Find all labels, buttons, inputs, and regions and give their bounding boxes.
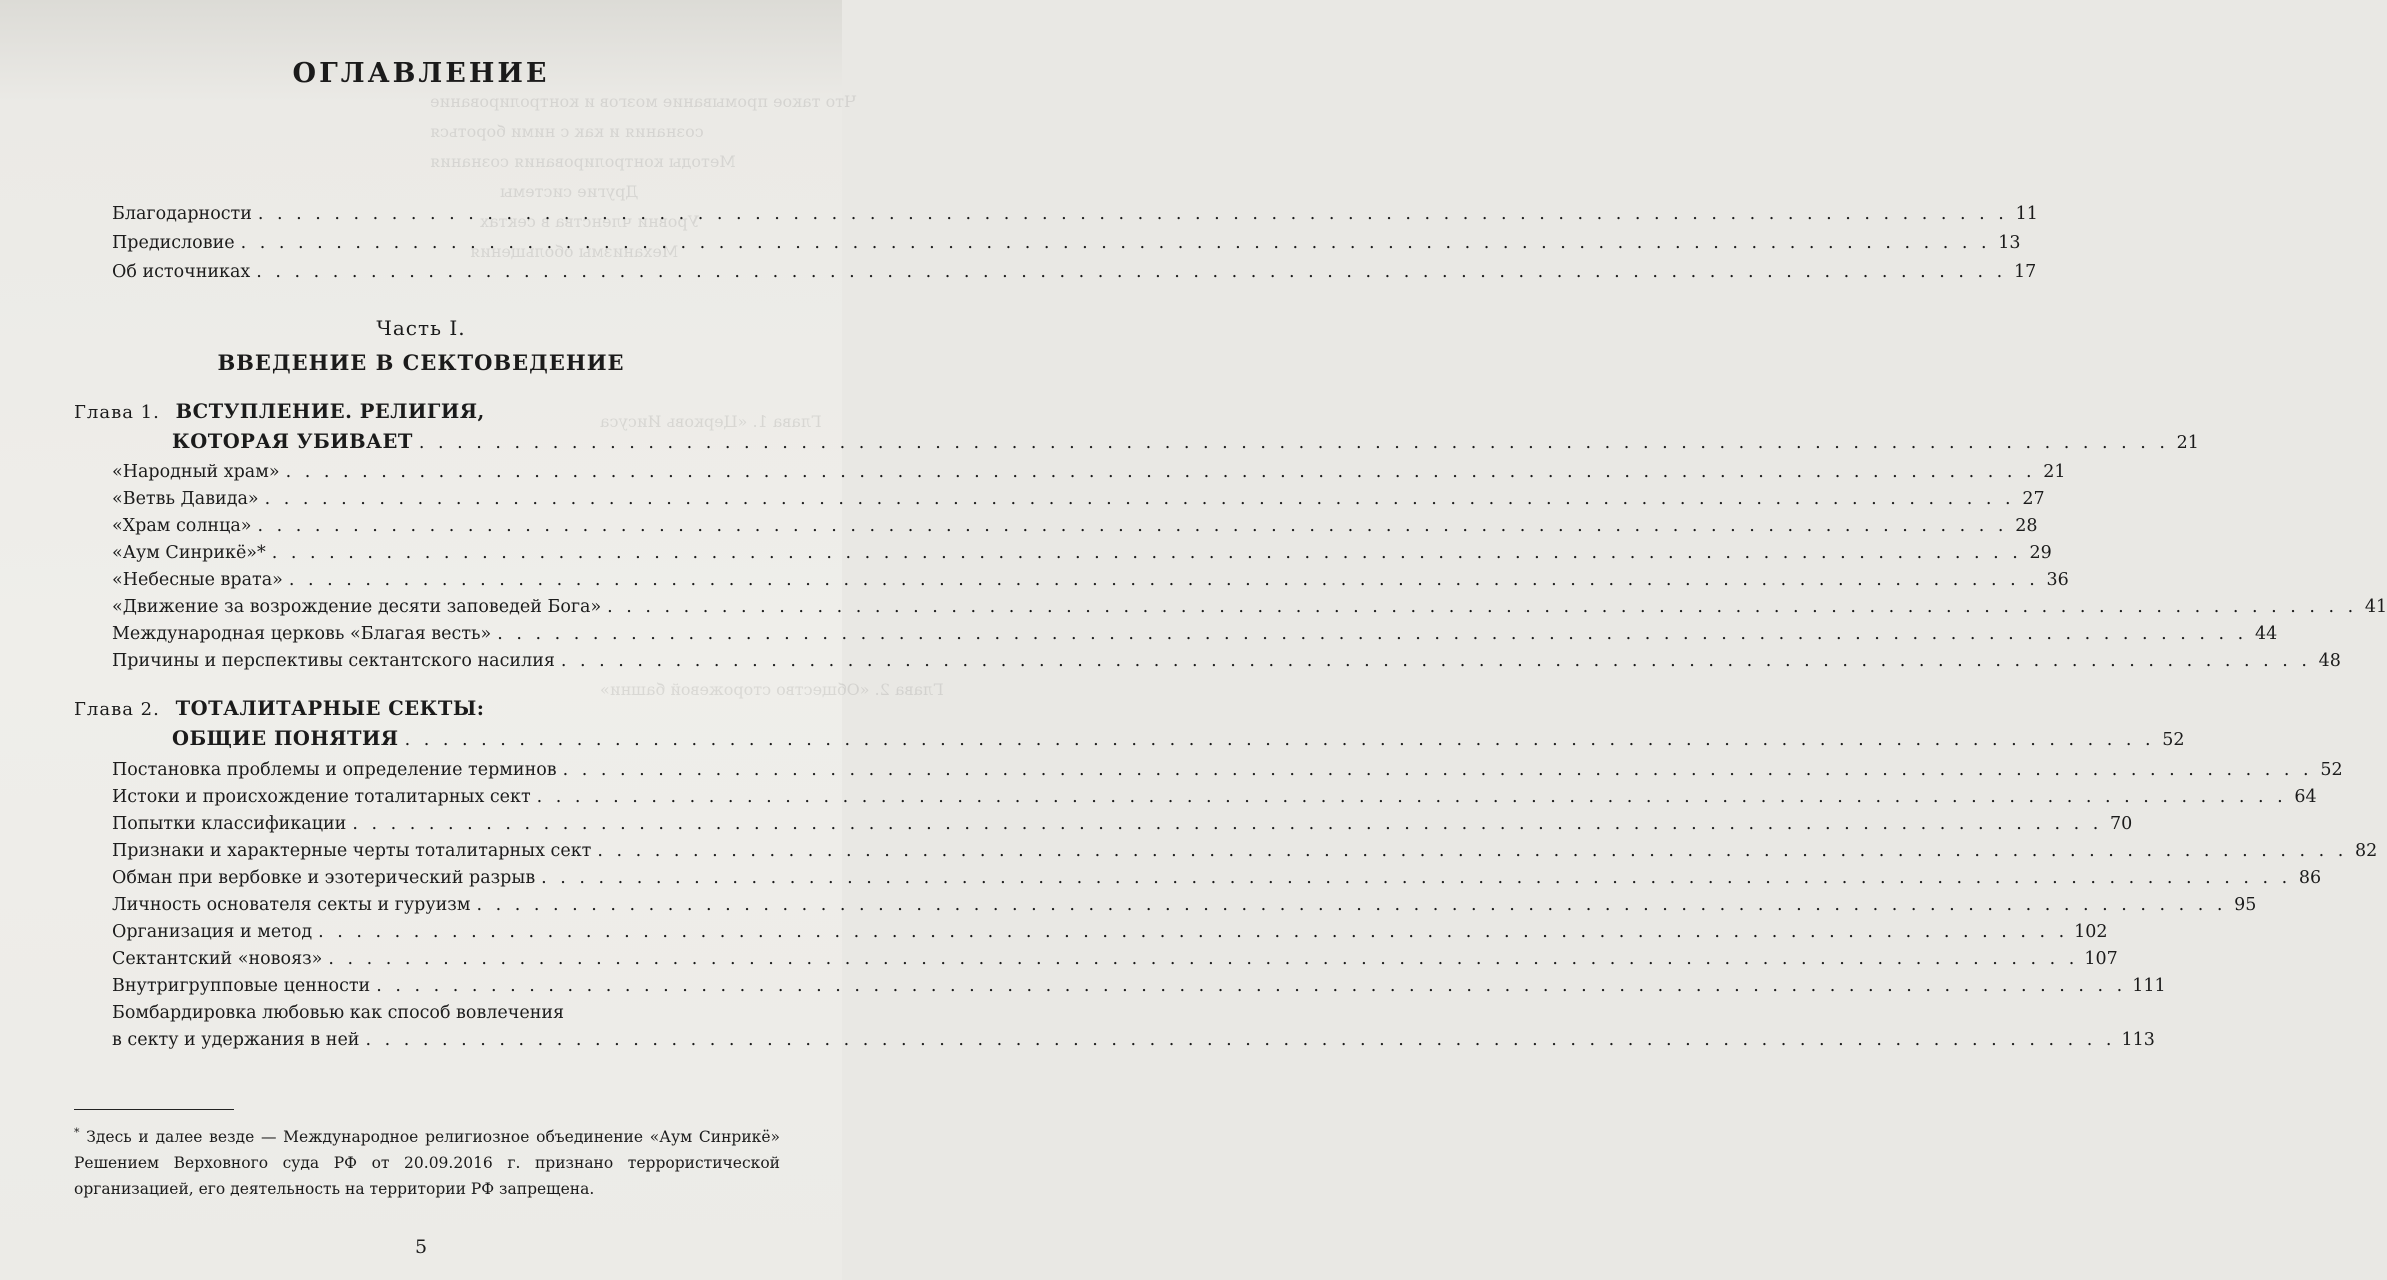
dot-leader: [541, 868, 2291, 888]
dot-leader: [405, 730, 2155, 750]
toc-entry-page: 29: [2029, 543, 2052, 563]
chapter-title: КОТОРАЯ УБИВАЕТ: [172, 430, 413, 453]
dot-leader: [289, 570, 2039, 590]
toc-entry-label: Международная церковь «Благая весть»: [112, 624, 492, 644]
dot-leader: [272, 543, 2022, 563]
toc-entry-page: 64: [2294, 787, 2317, 807]
toc-entry-section[interactable]: [112, 814, 2133, 834]
chapter-label: Глава 1.: [74, 402, 160, 423]
dot-leader: [537, 787, 2287, 807]
bleed-through-text: Глава 1. «Церковь Иисуса: [600, 412, 822, 431]
dot-leader: [497, 624, 2247, 644]
toc-entry-label: Бомбардировка любовью как способ вовлечения: [112, 1003, 565, 1023]
dot-leader: [258, 516, 2008, 536]
toc-entry-page: 113: [2121, 1030, 2155, 1050]
toc-entry-chapter-2[interactable]: [172, 727, 2185, 750]
dot-leader: [365, 1030, 2115, 1050]
toc-entry-page: 48: [2318, 651, 2341, 671]
toc-entry-page: 21: [2176, 433, 2199, 453]
toc-entry-label: Постановка проблемы и определение терминов: [112, 760, 557, 780]
toc-entry-label: «Народный храм»: [112, 462, 280, 482]
toc-entry-label: Сектантский «новояз»: [112, 949, 323, 969]
chapter-1-heading[interactable]: [74, 400, 485, 423]
toc-entry-label: Попытки классификации: [112, 814, 347, 834]
toc-entry-label: Личность основателя секты и гуруизм: [112, 895, 471, 915]
dot-leader: [476, 895, 2226, 915]
toc-entry-section[interactable]: [112, 868, 2322, 888]
toc-entry-page: 41: [2364, 597, 2387, 617]
dot-leader: [419, 433, 2169, 453]
dot-leader: [265, 489, 2015, 509]
toc-entry-section[interactable]: [112, 787, 2317, 807]
toc-entry-page: 52: [2320, 760, 2343, 780]
toc-entry-section[interactable]: [112, 1030, 2155, 1050]
toc-entry-page: 28: [2015, 516, 2038, 536]
toc-entry-label: «Аум Синрикё»*: [112, 543, 266, 563]
toc-entry-section[interactable]: [112, 570, 2069, 590]
toc-entry-section[interactable]: [112, 516, 2038, 536]
toc-entry-label: Признаки и характерные черты тоталитарных сект: [112, 841, 592, 861]
toc-entry-section[interactable]: [112, 543, 2052, 563]
toc-entry-label: Предисловие: [112, 233, 235, 253]
toc-entry-section[interactable]: [112, 976, 2166, 996]
toc-entry-section[interactable]: [112, 597, 2387, 617]
toc-entry-acknowledgements[interactable]: [112, 204, 2038, 224]
dot-leader: [597, 841, 2347, 861]
toc-entry-page: 44: [2254, 624, 2278, 644]
toc-entry-section[interactable]: [112, 624, 2278, 644]
dot-leader: [561, 651, 2311, 671]
toc-entry-page: 52: [2162, 730, 2185, 750]
chapter-label: Глава 2.: [74, 699, 160, 720]
page-number: 5: [414, 1236, 428, 1258]
toc-entry-section[interactable]: [112, 895, 2257, 915]
footnote-text: Здесь и далее везде — Международное религиозное объединение «Аум Синрикё» Решением Верховного суда РФ от 20.09.2016 г. признано террористической организацией, его деятельность на территории РФ запрещена.: [74, 1128, 780, 1199]
toc-entry-section[interactable]: [112, 651, 2341, 671]
chapter-title: ОБЩИЕ ПОНЯТИЯ: [172, 727, 399, 750]
toc-entry-page: 21: [2043, 462, 2066, 482]
toc-entry-page: 70: [2110, 814, 2133, 834]
bleed-through-text: Уровни членства в сектах: [480, 212, 700, 231]
footnote-rule: [74, 1109, 234, 1110]
toc-entry-label: Об источниках: [112, 262, 251, 282]
dot-leader: [256, 262, 2006, 282]
toc-entry-label: Внутригрупповые ценности: [112, 976, 371, 996]
bleed-through-text: Механизмы обольщения: [470, 242, 679, 261]
bleed-through-text: Другие системы: [500, 182, 639, 201]
toc-entry-label: Обман при вербовке и эзотерический разрыв: [112, 868, 536, 888]
dot-leader: [328, 949, 2078, 969]
toc-entry-section[interactable]: [112, 462, 2066, 482]
toc-entry-page: 111: [2132, 976, 2166, 996]
dot-leader: [563, 760, 2313, 780]
toc-entry-section-line1[interactable]: [112, 1003, 780, 1023]
dot-leader: [318, 922, 2068, 942]
toc-entry-page: 95: [2234, 895, 2257, 915]
toc-entry-section[interactable]: [112, 841, 2378, 861]
toc-entry-page: 86: [2298, 868, 2322, 888]
toc-entry-label: «Небесные врата»: [112, 570, 283, 590]
bleed-through-text: Что такое промывание мозгов и контролирование: [430, 92, 857, 111]
toc-heading: ОГЛАВЛЕНИЕ: [292, 58, 550, 89]
dot-leader: [286, 462, 2036, 482]
toc-entry-page: 13: [1998, 233, 2021, 253]
chapter-title: ТОТАЛИТАРНЫЕ СЕКТЫ:: [175, 697, 485, 720]
toc-entry-page: 107: [2084, 949, 2118, 969]
toc-entry-label: «Движение за возрождение десяти заповедей Бога»: [112, 597, 602, 617]
chapter-title: ВСТУПЛЕНИЕ. РЕЛИГИЯ,: [175, 400, 485, 423]
toc-entry-chapter-1[interactable]: [172, 430, 2199, 453]
toc-entry-label: «Храм солнца»: [112, 516, 252, 536]
toc-entry-preface[interactable]: [112, 233, 2021, 253]
toc-entry-section[interactable]: [112, 949, 2118, 969]
bleed-through-text: сознания и как с ними бороться: [430, 122, 704, 141]
toc-entry-section[interactable]: [112, 922, 2108, 942]
dot-leader: [352, 814, 2102, 834]
toc-entry-label: Причины и перспективы сектантского насилия: [112, 651, 555, 671]
toc-entry-label: Организация и метод: [112, 922, 313, 942]
toc-entry-sources[interactable]: [112, 262, 2037, 282]
toc-entry-page: 82: [2355, 841, 2378, 861]
toc-entry-section[interactable]: [112, 760, 2343, 780]
toc-entry-page: 36: [2046, 570, 2069, 590]
toc-entry-label: Благодарности: [112, 204, 252, 224]
toc-entry-page: 17: [2013, 262, 2037, 282]
toc-entry-label: «Ветвь Давида»: [112, 489, 259, 509]
toc-entry-page: 27: [2022, 489, 2045, 509]
toc-entry-label: в секту и удержания в ней: [112, 1030, 360, 1050]
part-label: Часть I.: [376, 316, 466, 340]
dot-leader: [607, 597, 2357, 617]
part-title: ВВЕДЕНИЕ В СЕКТОВЕДЕНИЕ: [217, 350, 625, 375]
toc-entry-label: Истоки и происхождение тоталитарных сект: [112, 787, 531, 807]
toc-entry-page: 102: [2074, 922, 2108, 942]
bleed-through-text: Методы контролирования сознания: [430, 152, 736, 171]
toc-entry-section[interactable]: [112, 489, 2045, 509]
bleed-through-text: Глава 2. «Общество сторожевой башни»: [600, 680, 944, 699]
dot-leader: [376, 976, 2126, 996]
chapter-2-heading[interactable]: [74, 697, 484, 720]
dot-leader: [258, 204, 2008, 224]
footnote: [74, 1120, 780, 1202]
dot-leader: [241, 233, 1991, 253]
footnote-mark: *: [74, 1126, 80, 1139]
toc-entry-page: 11: [2015, 204, 2038, 224]
